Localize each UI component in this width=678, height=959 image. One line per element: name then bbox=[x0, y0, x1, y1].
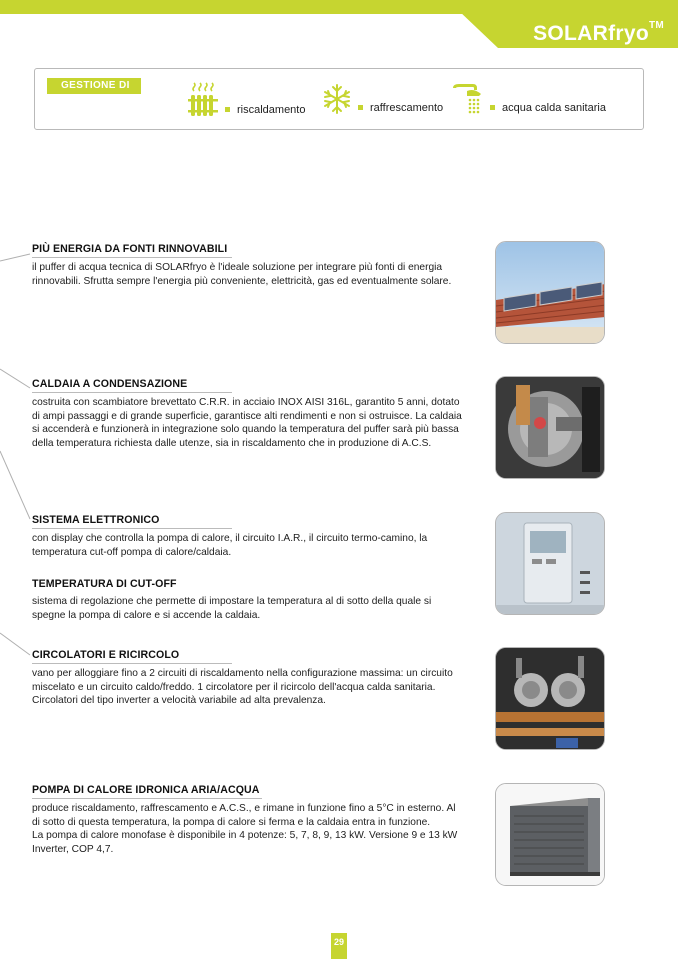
feature-cooling bbox=[321, 82, 443, 116]
section-cutoff bbox=[32, 574, 462, 622]
section-title: SISTEMA ELETTRONICO bbox=[32, 514, 160, 526]
section-title: CALDAIA A CONDENSAZIONE bbox=[32, 378, 188, 390]
photo-controller bbox=[495, 512, 605, 615]
feature-hot-water bbox=[451, 82, 606, 116]
gestione-badge: GESTIONE DI bbox=[47, 78, 141, 94]
section-electronics bbox=[32, 510, 462, 559]
bullet-dot bbox=[225, 107, 230, 112]
section-text: costruita con scambiatore brevettato C.R.R. in acciaio INOX AISI 316L, garantito 5 anni, dotato di ampi passaggi e di grande superficie, garantisce alti rendimenti e non si ostruisce. La caldaia si accenderà e funzionerà in integrazione solo quando la temperatura del puffer sarà più bassa della temperatura richiesta dalle utenze, sia in riscaldamento che in produzione di A.C.S. bbox=[32, 397, 462, 449]
section-rule bbox=[32, 257, 232, 258]
shower-hot-water-icon bbox=[451, 82, 485, 116]
section-text: con display che controlla la pompa di calore, il circuito I.A.R., il circuito termo-camino, la temperatura cut-off pompa di calore/caldaia. bbox=[32, 533, 428, 558]
section-text: produce riscaldamento, raffrescamento e A.C.S., e rimane in funzione fino a 5°C in esterno. Al di sotto di questa temperatura, la pompa di calore si ferma e la caldaia entra in funzione. bbox=[32, 803, 456, 828]
photo-heat-pump bbox=[495, 783, 605, 886]
section-circulators bbox=[32, 645, 462, 708]
heat-pump-illustration bbox=[496, 784, 605, 886]
brand-tab bbox=[458, 10, 678, 48]
section-title: POMPA DI CALORE IDRONICA ARIA/ACQUA bbox=[32, 784, 260, 796]
boiler-illustration bbox=[496, 377, 605, 479]
bullet-dot bbox=[490, 105, 495, 110]
brand-name: SOLARfryo bbox=[533, 22, 649, 45]
feature-heating-label: riscaldamento bbox=[237, 104, 306, 116]
feature-heating bbox=[188, 82, 305, 118]
photo-circulators bbox=[495, 647, 605, 750]
section-text-2: La pompa di calore monofase è disponibile in 4 potenze: 5, 7, 8, 9, 13 kW. Versione 9 e 13 kW Inverter, COP 4,7. bbox=[32, 830, 458, 855]
feature-cooling-label: raffrescamento bbox=[370, 102, 444, 114]
section-text: sistema di regolazione che permette di impostare la temperatura al di sotto della quale si spegne la pompa di calore e si accende la caldaia. bbox=[32, 596, 432, 621]
controller-illustration bbox=[496, 513, 605, 615]
section-boiler bbox=[32, 374, 462, 450]
radiator-heating-icon bbox=[188, 82, 220, 118]
circulators-illustration bbox=[496, 648, 605, 750]
section-rule bbox=[32, 528, 232, 529]
snowflake-cooling-icon bbox=[321, 82, 353, 116]
brand-logo bbox=[533, 22, 664, 46]
solar-roof-illustration bbox=[496, 242, 605, 344]
section-text: il puffer di acqua tecnica di SOLARfryo è l'ideale soluzione per integrare più fonti di energia rinnovabili. Sfrutta sempre l'energia più conveniente, elettricità, gas ed eventualmente solare. bbox=[32, 262, 452, 287]
section-rule bbox=[32, 798, 262, 799]
feature-hot-water-label: acqua calda sanitaria bbox=[502, 102, 606, 114]
section-title: CIRCOLATORI E RICIRCOLO bbox=[32, 649, 180, 661]
section-rule bbox=[32, 663, 232, 664]
trademark: TM bbox=[648, 20, 664, 31]
section-title: PIÙ ENERGIA DA FONTI RINNOVABILI bbox=[32, 243, 228, 255]
photo-boiler bbox=[495, 376, 605, 479]
section-title: TEMPERATURA DI CUT-OFF bbox=[32, 578, 177, 590]
bullet-dot bbox=[358, 105, 363, 110]
page-number: 29 bbox=[331, 933, 347, 959]
section-text: vano per alloggiare fino a 2 circuiti di riscaldamento nella configurazione massima: un circuito miscelato e un circuito caldo/freddo. 1 circolatore per il ricircolo dell'acqua calda sanitaria. Circolatori del tipo inverter a velocità variabile ad alta prevalenza. bbox=[32, 668, 453, 706]
section-renewable bbox=[32, 239, 462, 288]
photo-solar-roof bbox=[495, 241, 605, 344]
section-rule bbox=[32, 392, 232, 393]
section-heat-pump bbox=[32, 780, 462, 856]
